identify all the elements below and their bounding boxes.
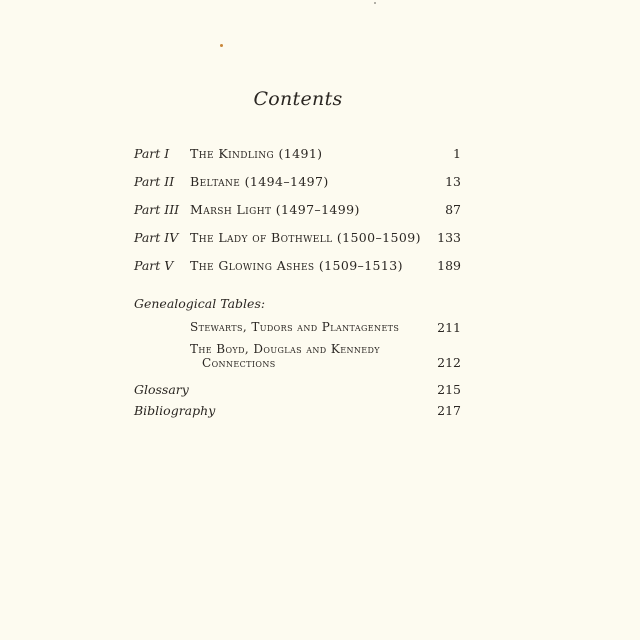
entry-label: Glossary xyxy=(134,382,189,397)
toc-entry-part-1 xyxy=(0,146,640,166)
page-number: 189 xyxy=(437,258,461,273)
page-title: Contents xyxy=(253,88,343,110)
page-number: 133 xyxy=(437,230,461,245)
page-number: 217 xyxy=(437,403,461,418)
chapter-title: Marsh Light (1497–1499) xyxy=(190,202,360,217)
part-label: Part I xyxy=(134,146,170,161)
genealogical-tables-heading: Genealogical Tables: xyxy=(134,296,266,311)
page-number: 13 xyxy=(445,174,461,189)
part-label: Part V xyxy=(134,258,174,273)
table-title xyxy=(190,342,380,370)
page-number: 215 xyxy=(437,382,461,397)
chapter-title: Beltane (1494–1497) xyxy=(190,174,329,189)
part-label: Part II xyxy=(134,174,175,189)
ink-speck xyxy=(220,44,223,47)
toc-entry-part-5 xyxy=(0,258,640,278)
toc-entry-table-1 xyxy=(0,320,640,340)
table-title xyxy=(190,320,399,334)
page-number: 87 xyxy=(445,202,461,217)
part-label: Part III xyxy=(134,202,180,217)
chapter-title: The Lady of Bothwell (1500–1509) xyxy=(190,230,421,245)
toc-entry-part-4 xyxy=(0,230,640,250)
chapter-title: The Glowing Ashes (1509–1513) xyxy=(190,258,403,273)
page-number: 211 xyxy=(437,320,461,335)
table-title-line: Stewarts, Tudors and Plantagenets xyxy=(190,320,400,334)
entry-label: Bibliography xyxy=(134,403,216,418)
toc-entry-table-2 xyxy=(0,342,640,372)
toc-entry-bibliography xyxy=(0,403,640,423)
ink-speck xyxy=(374,2,376,4)
toc-entry-glossary xyxy=(0,382,640,402)
page-number: 1 xyxy=(453,146,461,161)
chapter-title: The Kindling (1491) xyxy=(190,146,323,161)
page-number: 212 xyxy=(437,355,461,370)
table-title-line-2: Connections xyxy=(202,356,276,370)
genealogical-tables-heading-row xyxy=(0,296,640,316)
part-label: Part IV xyxy=(134,230,179,245)
toc-entry-part-3 xyxy=(0,202,640,222)
table-title-line: The Boyd, Douglas and Kennedy xyxy=(190,342,380,356)
toc-entry-part-2 xyxy=(0,174,640,194)
